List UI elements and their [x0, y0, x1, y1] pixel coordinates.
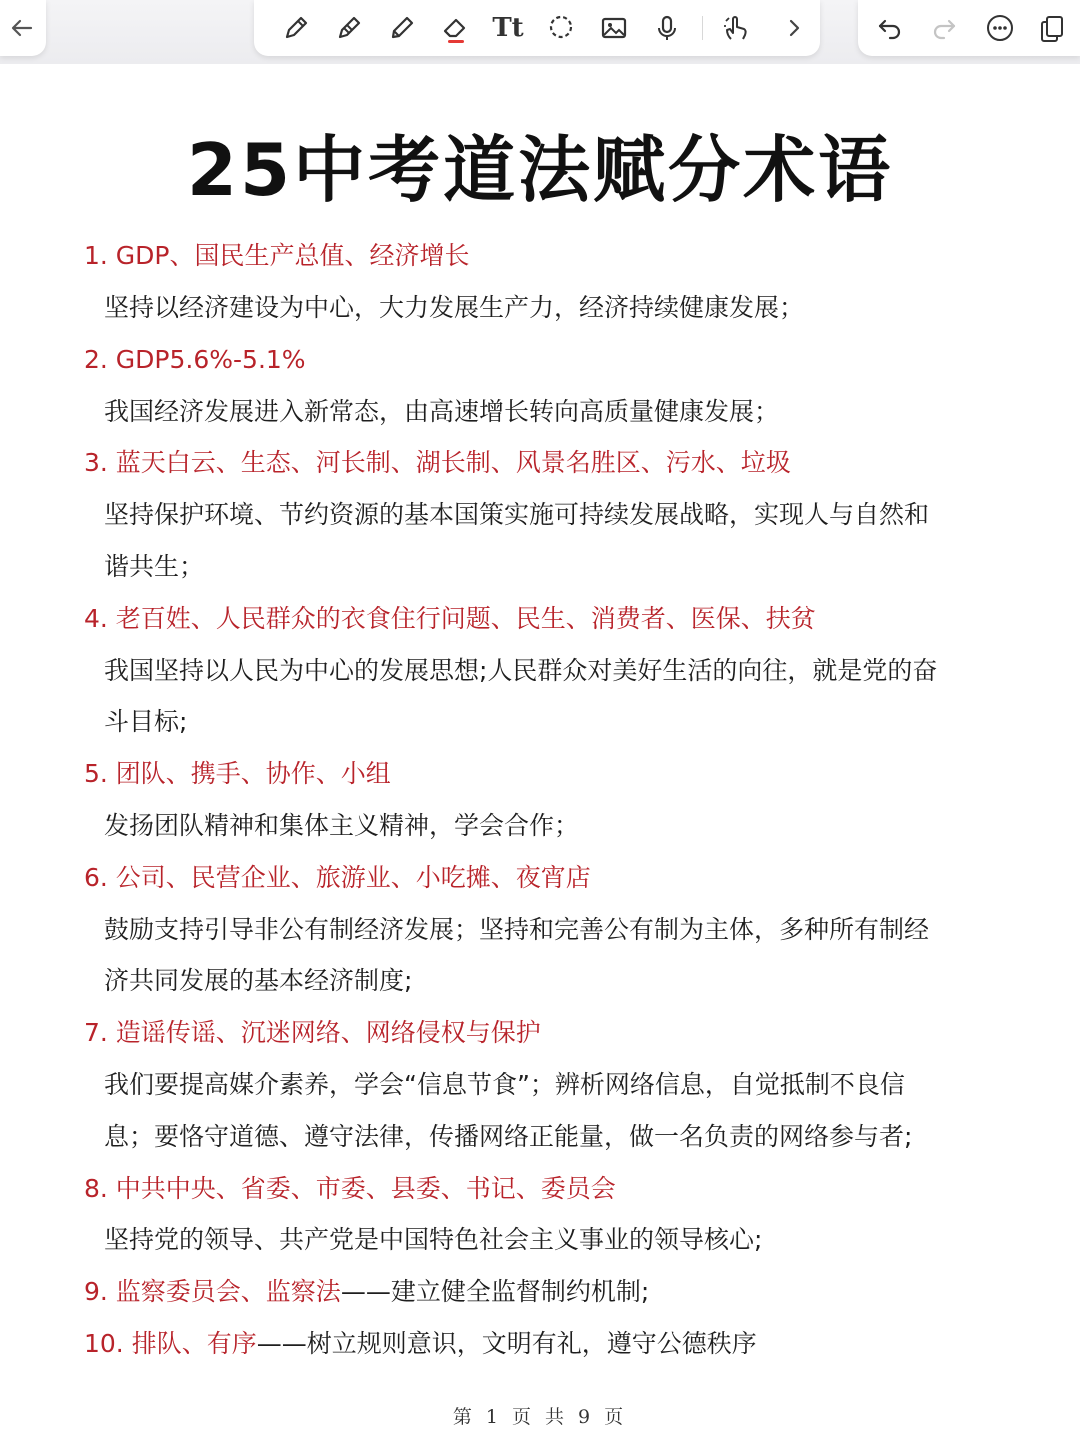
item-body-line: 谐共生； [104, 552, 205, 581]
text-tool-icon[interactable] [488, 8, 528, 48]
inline-item [84, 1274, 649, 1310]
item-body-line: 发扬团队精神和集体主义精神，学会合作； [104, 811, 580, 840]
item-term: 9. 监察委员会、监察法 [84, 1277, 341, 1306]
item-heading: 7. 造谣传谣、沉迷网络、网络侵权与保护 [84, 1018, 541, 1047]
item-heading: 4. 老百姓、人民群众的衣食住行问题、民生、消费者、医保、扶贫 [84, 604, 816, 633]
item-explanation: ——建立健全监督制约机制; [340, 1277, 650, 1306]
item-heading: 1. GDP、国民生产总值、经济增长 [84, 241, 470, 270]
back-pill [0, 0, 46, 56]
item-body-line: 坚持保护环境、节约资源的基本国策实施可持续发展战略，实现人与自然和 [104, 500, 930, 529]
item-body-line: 斗目标; [104, 707, 188, 736]
item-body-line: 我们要提高媒介素养，学会“信息节食”；辨析网络信息，自觉抵制不良信 [104, 1070, 905, 1099]
pencil-icon[interactable] [382, 8, 422, 48]
tool-palette [254, 0, 820, 56]
page-title: 25中考道法赋分术语 [186, 128, 894, 212]
eraser-icon[interactable] [435, 8, 475, 48]
item-explanation: ——树立规则意识，文明有礼，遵守公德秩序 [256, 1329, 757, 1358]
text-tool-glyph: Tt [492, 13, 524, 43]
item-term: 10. 排队、有序 [84, 1329, 257, 1358]
page-footer: 第 1 页 共 9 页 [452, 1406, 628, 1428]
top-toolbar [0, 0, 1080, 64]
pages-icon[interactable] [1032, 8, 1072, 48]
back-arrow-icon[interactable] [2, 8, 42, 48]
chevron-right-icon[interactable] [774, 8, 814, 48]
history-pill [858, 0, 1080, 56]
item-body-line: 坚持党的领导、共产党是中国特色社会主义事业的领导核心; [104, 1225, 763, 1254]
item-body-line: 我国经济发展进入新常态，由高速增长转向高质量健康发展； [104, 397, 780, 426]
image-icon[interactable] [594, 8, 634, 48]
item-body-line: 我国坚持以人民为中心的发展思想;人民群众对美好生活的向往，就是党的奋 [104, 656, 938, 685]
lasso-icon[interactable] [541, 8, 581, 48]
item-body-line: 鼓励支持引导非公有制经济发展；坚持和完善公有制为主体，多种所有制经 [104, 915, 930, 944]
item-body-line: 坚持以经济建设为中心，大力发展生产力，经济持续健康发展； [104, 293, 805, 322]
item-body-line: 息；要恪守道德、遵守法律，传播网络正能量，做一名负责的网络参与者; [104, 1122, 913, 1151]
highlighter-icon[interactable] [329, 8, 369, 48]
hand-pointer-icon[interactable] [716, 8, 756, 48]
item-heading: 6. 公司、民营企业、旅游业、小吃摊、夜宵店 [84, 863, 591, 892]
more-icon[interactable] [980, 8, 1020, 48]
item-body-line: 济共同发展的基本经济制度; [104, 966, 413, 995]
pen-icon[interactable] [276, 8, 316, 48]
redo-icon[interactable] [924, 8, 964, 48]
item-heading: 8. 中共中央、省委、市委、县委、书记、委员会 [84, 1174, 616, 1203]
toolbar-divider [702, 16, 703, 40]
undo-icon[interactable] [870, 8, 910, 48]
inline-item [84, 1326, 757, 1362]
item-heading: 2. GDP5.6%-5.1% [84, 345, 306, 374]
item-heading: 5. 团队、携手、协作、小组 [84, 759, 391, 788]
microphone-icon[interactable] [647, 8, 687, 48]
item-heading: 3. 蓝天白云、生态、河长制、湖长制、风景名胜区、污水、垃圾 [84, 448, 791, 477]
